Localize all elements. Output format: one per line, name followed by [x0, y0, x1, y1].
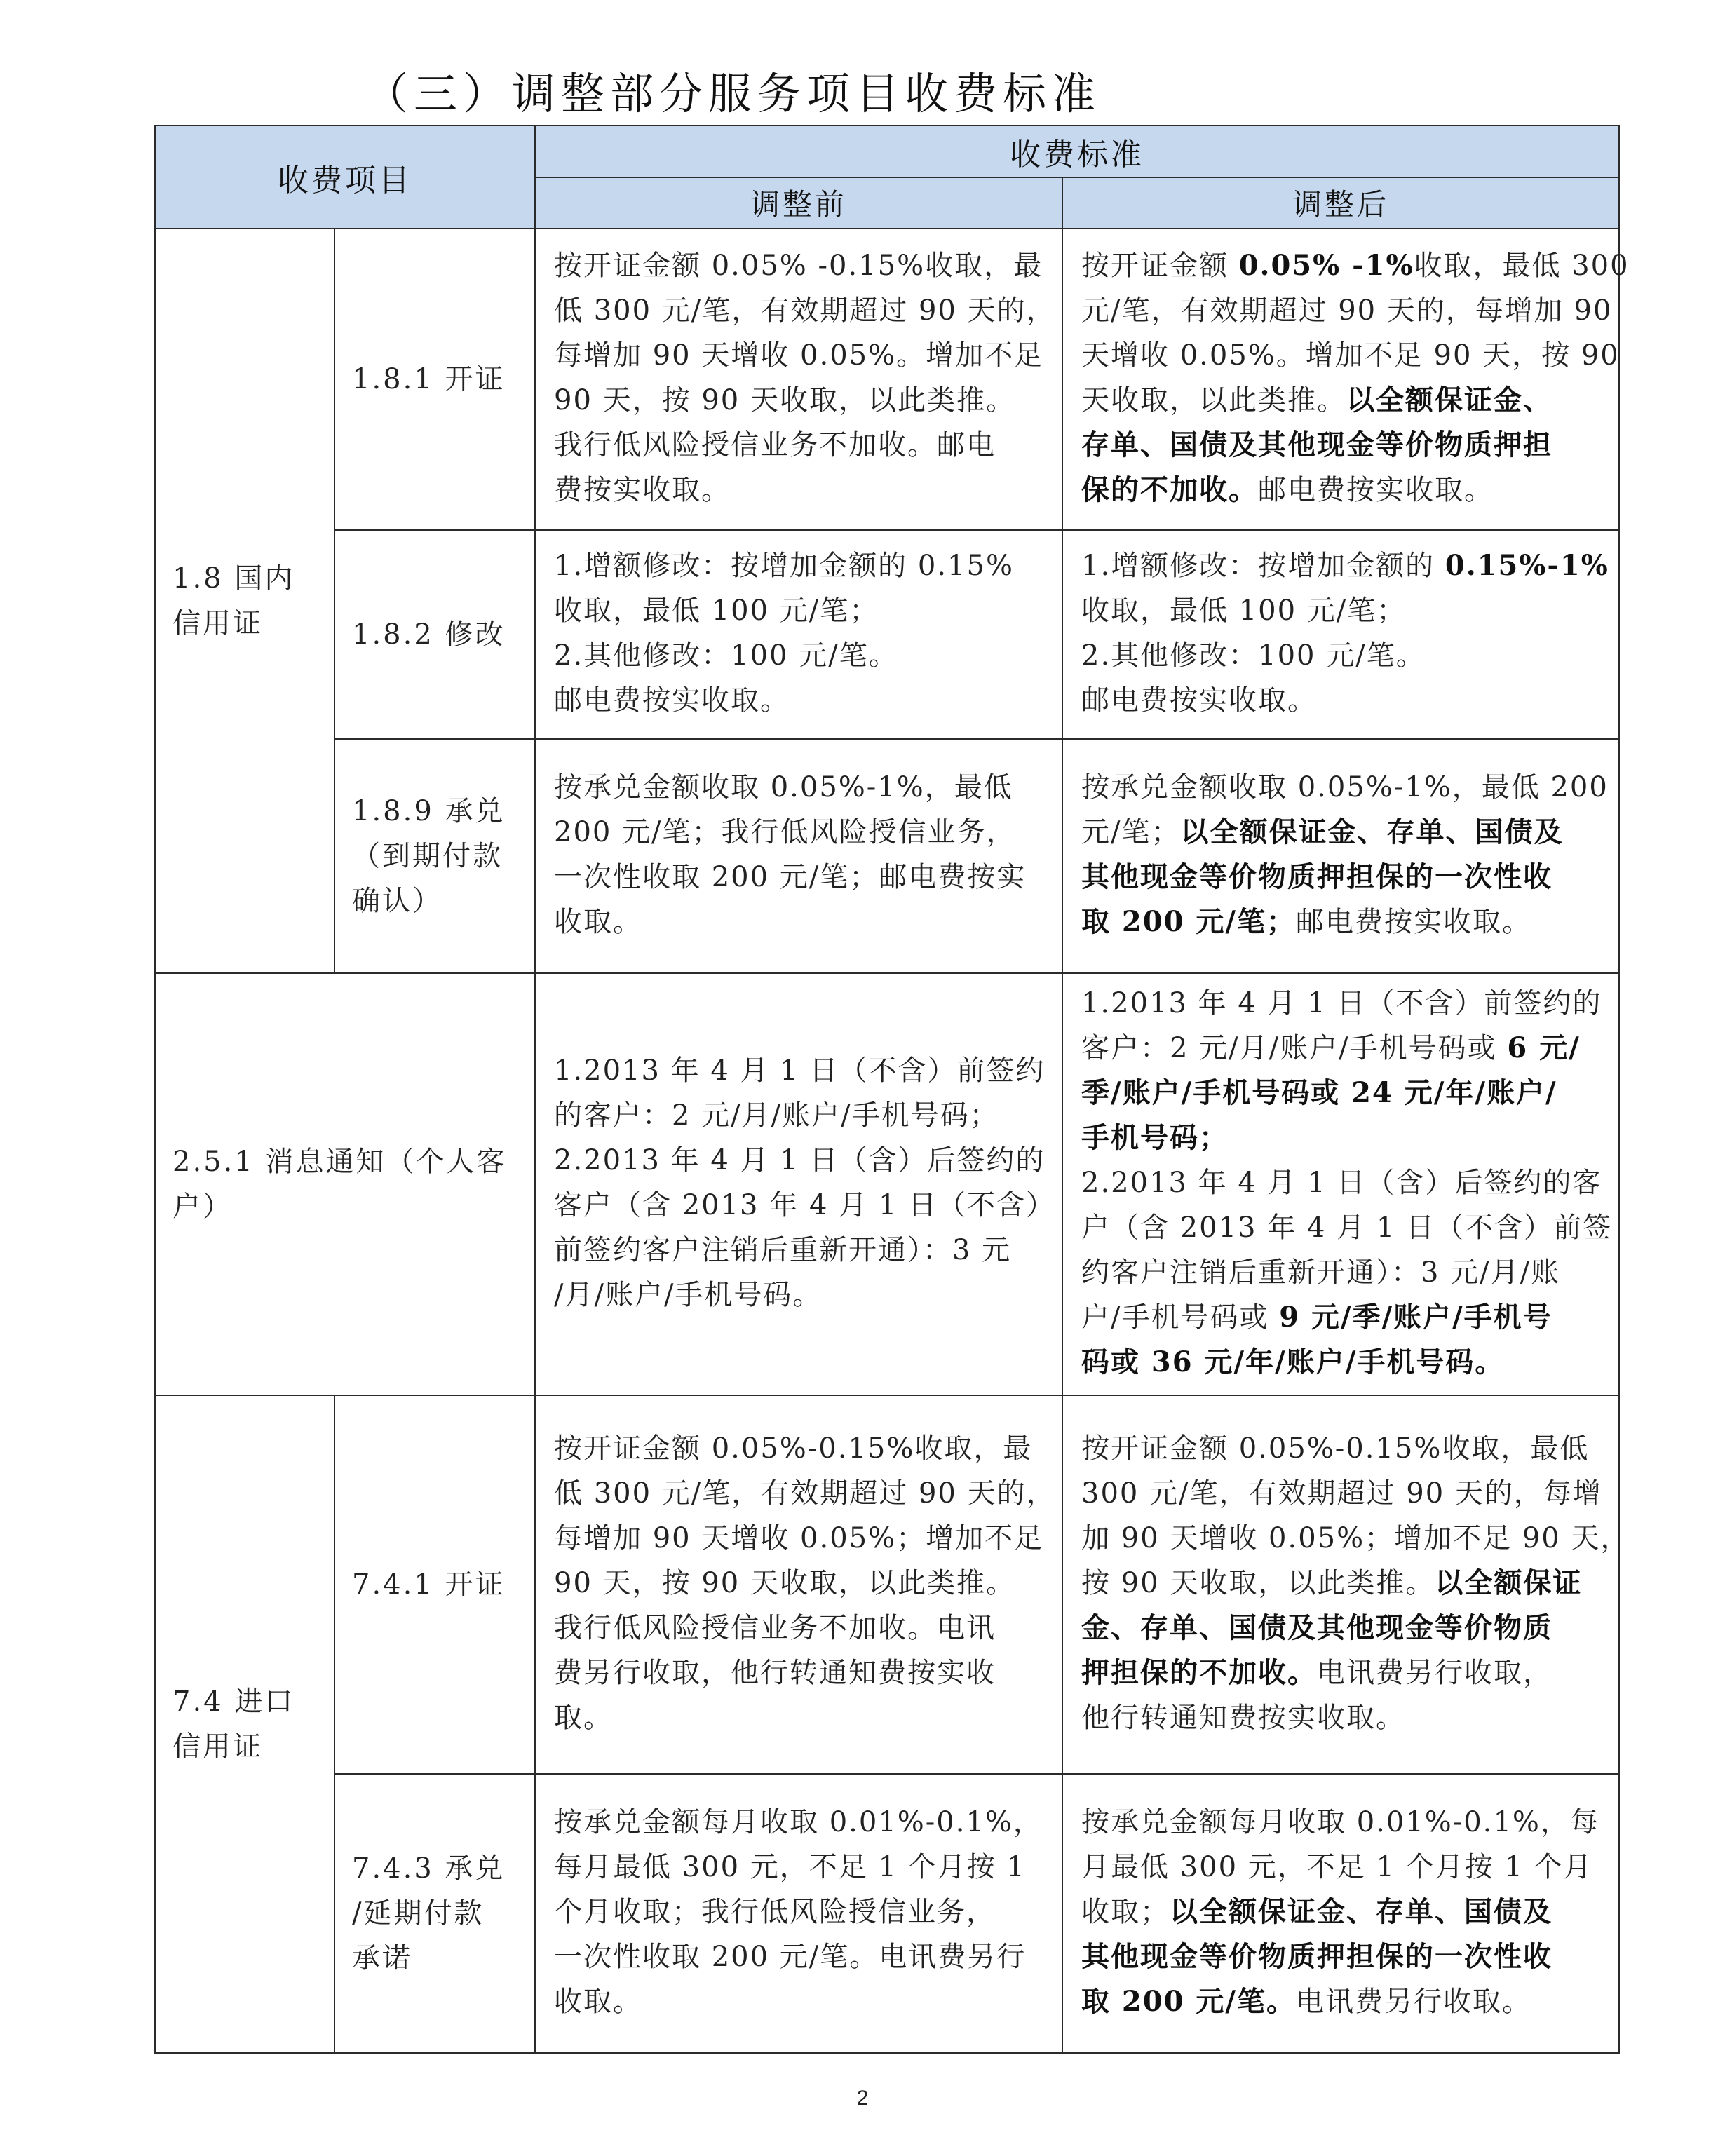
text-line: 的客户：2 元/月/账户/手机号码； — [554, 1099, 999, 1132]
text-line — [1081, 1116, 1603, 1160]
text-line: 前签约客户注销后重新开通）：3 元 — [554, 1234, 1012, 1266]
category-cell: 7.4 进口 信用证 — [155, 1395, 334, 2053]
text-line: 200 元/笔；我行低风险授信业务， — [554, 816, 1016, 848]
text-line: 按开证金额 0.05%-0.15%收取，最低 — [1081, 1432, 1590, 1465]
text-line: 2.2013 年 4 月 1 日（含）后签约的 — [554, 1144, 1046, 1177]
emphasis-text: 取 200 元/笔。 — [1081, 1985, 1296, 2018]
before-cell — [535, 739, 1062, 973]
text-line — [1081, 1340, 1603, 1385]
text-line: 90 天，按 90 天收取，以此类推。 — [554, 1567, 1015, 1599]
text-line: 2.其他修改：100 元/笔。 — [1081, 639, 1426, 672]
text-line: 押担保的不加收。电讯费另行收取， — [1081, 1656, 1552, 1689]
emphasis-text: 季/账户/手机号码或 24 元/年/账户/ — [1081, 1076, 1557, 1109]
text-line: 一次性收取 200 元/笔；邮电费按实 — [554, 861, 1027, 893]
emphasis-text: 手机号码； — [1081, 1121, 1229, 1154]
before-cell — [535, 1774, 1062, 2053]
header-after: 调整后 — [1062, 177, 1619, 229]
emphasis-text: 码或 36 元/年/账户/手机号码。 — [1081, 1345, 1505, 1378]
text-line: 收取。 — [554, 906, 642, 938]
after-cell — [1062, 1395, 1630, 1774]
text-line: 收取，最低 100 元/笔； — [554, 595, 879, 627]
text-line: 邮电费按实收取。 — [554, 684, 790, 717]
emphasis-text: 0.15%-1% — [1445, 549, 1609, 582]
text-line: 户（含 2013 年 4 月 1 日（不含）前签 — [1081, 1212, 1612, 1244]
page-title: （三）调整部分服务项目收费标准 — [365, 68, 1102, 119]
text-line: /月/账户/手机号码。 — [554, 1279, 823, 1311]
text-line: 1.2013 年 4 月 1 日（不含）前签约 — [554, 1055, 1046, 1087]
text-line: 1.增额修改：按增加金额的 0.15% — [554, 550, 1014, 582]
text-line: 按开证金额 0.05% -0.15%收取，最 — [554, 250, 1043, 282]
text-line: 收取；以全额保证金、存单、国债及 — [1081, 1895, 1552, 1928]
text-line: 2.2013 年 4 月 1 日（含）后签约的客 — [1081, 1167, 1602, 1199]
text-line: 保的不加收。邮电费按实收取。 — [1081, 473, 1494, 506]
emphasis-text: 保的不加收。 — [1081, 473, 1258, 506]
emphasis-text: 6 元/ — [1507, 1031, 1581, 1064]
text-line — [1081, 1606, 1603, 1650]
subitem-cell: 1.8.1 开证 — [334, 229, 535, 530]
text-line: 每增加 90 天增收 0.05%。增加不足 — [554, 339, 1044, 372]
emphasis-text: 以全额保证金、存单、国债及 — [1170, 1895, 1552, 1928]
text-line: 取 200 元/笔。电讯费另行收取。 — [1081, 1985, 1531, 2018]
text-line: 元/笔；以全额保证金、存单、国债及 — [1081, 815, 1564, 848]
text-line: 邮电费按实收取。 — [1081, 684, 1317, 717]
header-before: 调整前 — [535, 177, 1062, 229]
text-line: 个月收取；我行低风险授信业务， — [554, 1896, 996, 1928]
subitem-cell: 1.8.2 修改 — [334, 530, 535, 739]
before-cell — [535, 229, 1062, 530]
text-line: 按 90 天收取，以此类推。以全额保证 — [1081, 1566, 1583, 1599]
category-cell: 1.8 国内 信用证 — [155, 229, 334, 973]
text-line — [1081, 423, 1603, 468]
text-line: 每增加 90 天增收 0.05%；增加不足 — [554, 1522, 1044, 1554]
text-line — [1081, 855, 1603, 900]
before-cell — [535, 1395, 1062, 1774]
emphasis-text: 以全额保证金、 — [1346, 384, 1552, 416]
category-cell: 2.5.1 消息通知（个人客 户） — [155, 973, 535, 1395]
emphasis-text: 金、存单、国债及其他现金等价物质 — [1081, 1611, 1552, 1644]
text-line: 取 200 元/笔；邮电费按实收取。 — [1081, 905, 1531, 938]
text-line: 加 90 天增收 0.05%；增加不足 90 天， — [1081, 1522, 1630, 1554]
text-line: 低 300 元/笔，有效期超过 90 天的， — [554, 294, 1056, 327]
text-line: 按开证金额 0.05%-0.15%收取，最 — [554, 1432, 1033, 1465]
text-line: 一次性收取 200 元/笔。电讯费另行 — [554, 1941, 1027, 1973]
text-line: 1.2013 年 4 月 1 日（不含）前签约的 — [1081, 987, 1602, 1019]
text-line: 每月最低 300 元，不足 1 个月按 1 — [554, 1851, 1026, 1883]
text-line: 90 天，按 90 天收取，以此类推。 — [554, 384, 1015, 416]
text-line: 按承兑金额每月收取 0.01%-0.1%，每 — [1081, 1806, 1599, 1838]
text-line: 2.其他修改：100 元/笔。 — [554, 639, 898, 672]
emphasis-text: 以全额保证金、存单、国债及 — [1180, 815, 1564, 848]
text-line — [1081, 1934, 1603, 1979]
text-line: 1.增额修改：按增加金额的 0.15%-1% — [1081, 549, 1609, 582]
text-line — [1081, 1071, 1603, 1116]
text-line: 月最低 300 元，不足 1 个月按 1 个月 — [1081, 1851, 1593, 1883]
text-line: 收取，最低 100 元/笔； — [1081, 595, 1407, 627]
header-fee-standard: 收费标准 — [535, 126, 1619, 177]
text-line: 我行低风险授信业务不加收。邮电 — [554, 429, 996, 461]
text-line: 按承兑金额收取 0.05%-1%，最低 — [554, 771, 1013, 804]
emphasis-text: 9 元/季/账户/手机号 — [1279, 1301, 1552, 1334]
fee-table — [154, 125, 1630, 2054]
text-line: 低 300 元/笔，有效期超过 90 天的， — [554, 1477, 1056, 1510]
after-cell — [1062, 530, 1619, 739]
emphasis-text: 押担保的不加收。 — [1081, 1656, 1317, 1689]
text-line: 约客户注销后重新开通）：3 元/月/账 — [1081, 1256, 1561, 1289]
text-line: 户/手机号码或 9 元/季/账户/手机号 — [1081, 1301, 1552, 1334]
emphasis-text: 0.05% -1% — [1238, 249, 1414, 282]
text-line: 按承兑金额收取 0.05%-1%，最低 200 — [1081, 771, 1609, 804]
before-cell — [535, 973, 1062, 1395]
after-cell — [1062, 973, 1619, 1395]
text-line: 收取。 — [554, 1986, 642, 2018]
subitem-cell: 1.8.9 承兑 （到期付款 确认） — [334, 739, 535, 973]
emphasis-text: 其他现金等价物质押担保的一次性收 — [1081, 860, 1552, 893]
text-line: 元/笔，有效期超过 90 天的，每增加 90 — [1081, 294, 1613, 327]
text-line: 300 元/笔，有效期超过 90 天的，每增 — [1081, 1477, 1602, 1510]
text-line: 按开证金额 0.05% -1%收取，最低 300 — [1081, 249, 1630, 282]
after-cell — [1062, 229, 1630, 530]
after-cell — [1062, 739, 1619, 973]
text-line: 费另行收取，他行转通知费按实收 — [554, 1657, 996, 1689]
text-line: 客户：2 元/月/账户/手机号码或 6 元/ — [1081, 1031, 1581, 1064]
text-line: 费按实收取。 — [554, 474, 731, 506]
after-cell — [1062, 1774, 1619, 2053]
page-number: 2 — [856, 2087, 869, 2110]
emphasis-text: 以全额保证 — [1435, 1566, 1583, 1599]
before-cell — [535, 530, 1062, 739]
text-line: 客户（含 2013 年 4 月 1 日（不含） — [554, 1189, 1055, 1221]
text-line: 天收取，以此类推。以全额保证金、 — [1081, 384, 1552, 416]
text-line: 取。 — [554, 1702, 613, 1734]
emphasis-text: 存单、国债及其他现金等价物质押担 — [1081, 428, 1552, 461]
header-fee-item: 收费项目 — [155, 126, 535, 229]
text-line: 我行低风险授信业务不加收。电讯 — [554, 1612, 996, 1644]
subitem-cell: 7.4.1 开证 — [334, 1395, 535, 1774]
emphasis-text: 其他现金等价物质押担保的一次性收 — [1081, 1940, 1552, 1973]
emphasis-text: 取 200 元/笔； — [1081, 905, 1296, 938]
text-line: 他行转通知费按实收取。 — [1081, 1702, 1405, 1734]
text-line: 天增收 0.05%。增加不足 90 天，按 90 — [1081, 339, 1620, 372]
subitem-cell: 7.4.3 承兑 /延期付款 承诺 — [334, 1774, 535, 2053]
text-line: 按承兑金额每月收取 0.01%-0.1%， — [554, 1806, 1043, 1838]
